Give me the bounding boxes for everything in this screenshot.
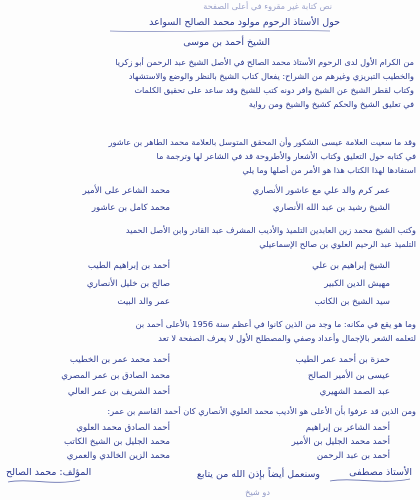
signature-flourish-left <box>8 480 80 482</box>
top-faint-line: نص كتابة غير مقروء في أعلى الصفحة <box>203 1 332 11</box>
para2-line-2: في كتابه حول التعليق وكتاب الأشعار والأطروحة قد في الشاعر لها وترجمة ما <box>156 151 416 161</box>
para2-line-3: استفادها لهذا الكتاب هذا هو الأمر من أصلها وما يلي <box>242 165 416 175</box>
para2-line-1: وقد ما سعيت العلامة عيسى الشكور وأن المحقق المتوسل بالعلامة محمد الطاهر بن عاشور <box>108 137 416 147</box>
list2-left-1: أحمد بن إبراهيم الطيب <box>87 261 170 271</box>
para3-line-2: التلميذ عبد الرحيم العلوي بن صالح الإسماعيلي <box>259 239 416 249</box>
intro-line-4: في تعليق الشيخ والحكم كشيخ والشيخ ومن رواية <box>248 99 414 109</box>
intro-line-2: والخطيب التبريزي وغيرهم من الشراح: يفعال كتاب الشيخ بالنظر والوضع والاستشهاد <box>128 71 414 81</box>
list3-left-2: محمد الصادق بن عمر المصري <box>61 371 170 381</box>
intro-line-1: من الكرام الأول لدى الرحوم الأستاذ محمد الصالح في الأصل الشيخ عبد الرحمن أبو زكريا <box>115 57 414 67</box>
list4-right-3: أحمد بن عبد الرحمن <box>316 451 390 461</box>
signature-right: الأستاذ مصطفى <box>349 467 412 478</box>
list2-right-1: الشيخ إبراهيم بن علي <box>312 261 390 271</box>
para3-line-1: وكتب الشيخ محمد زين العابدين التلميذ والأديب المشرف عبد القادر وابن الأصل الحميد <box>125 225 416 235</box>
footer-note: وسنعمل أيضاً بإذن الله من يتابع <box>196 469 320 480</box>
list4-right-2: أحمد محمد الجليل بن الأمير <box>291 437 390 447</box>
para4-line-1: وما هو يقع في مكانه: ما وجد من الذين كانوا في أعظم سنة 1956 بالأعلى أحمد بن <box>135 319 416 329</box>
list2-left-2: صالح بن خليل الأنصاري <box>86 279 170 289</box>
list4-right-1: أحمد الشاعر بن إبراهيم <box>305 423 390 433</box>
para5-line-1: ومن الذين قد عرفوا بأن الأعلى هو الأديب محمد العلوي الأنصاري كان أحمد القاسم بن عمر: <box>107 406 416 416</box>
intro-line-3: وكتاب لقطر الشيخ عن الشيخ وافر دونه كتب للشيخ وقد ساعد على تحقيق الكلمات <box>134 85 414 95</box>
document-subheading: الشيخ أحمد بن موسى <box>183 37 270 48</box>
heading-underline <box>110 30 330 31</box>
document-heading: حول الأستاذ الرحوم مولود محمد الصالح السواعد <box>149 17 340 28</box>
list1-left-1: محمد الشاعر على الأمير <box>82 186 170 196</box>
list3-right-3: عبد الصمد الشهيري <box>319 387 390 397</box>
para4-line-2: لتعلمه الشعر بالإجمال وأعداد وصفي والمصطلح الأول لا يعرف الصفحة لا تعد <box>158 333 416 343</box>
list1-right-2: الشيخ رشيد بن عبد الله الأنصاري <box>272 203 390 213</box>
list3-left-1: أحمد محمد عمر بن الخطيب <box>69 355 170 365</box>
list4-left-2: محمد الجليل بن الشيخ الكاتب <box>63 437 170 447</box>
signature-flourish-right <box>330 479 410 481</box>
list1-left-2: محمد كامل بن عاشور <box>91 203 170 213</box>
list4-left-1: أحمد الصادق محمد العلوي <box>76 423 170 433</box>
list2-left-3: عمر والد البيت <box>117 297 170 307</box>
signature-left: المؤلف: محمد الصالح <box>6 467 92 478</box>
bottom-faint-line: دو شيخ <box>245 487 270 497</box>
list2-right-2: مهيش الدين الكبير <box>324 279 390 289</box>
list3-right-1: حمزة بن أحمد عمر الطيب <box>295 355 390 365</box>
list1-right-1: عمر كرم والد علي مع عاشور الأنصاري <box>252 186 390 196</box>
list3-right-2: عيسى بن الأمير الصالح <box>307 371 390 381</box>
list3-left-3: أحمد الشريف بن عمر العالي <box>67 387 170 397</box>
list2-right-3: سيد الشيخ بن الكاتب <box>314 297 390 307</box>
list4-left-3: محمد الزين الخالدي والعمري <box>66 451 170 461</box>
